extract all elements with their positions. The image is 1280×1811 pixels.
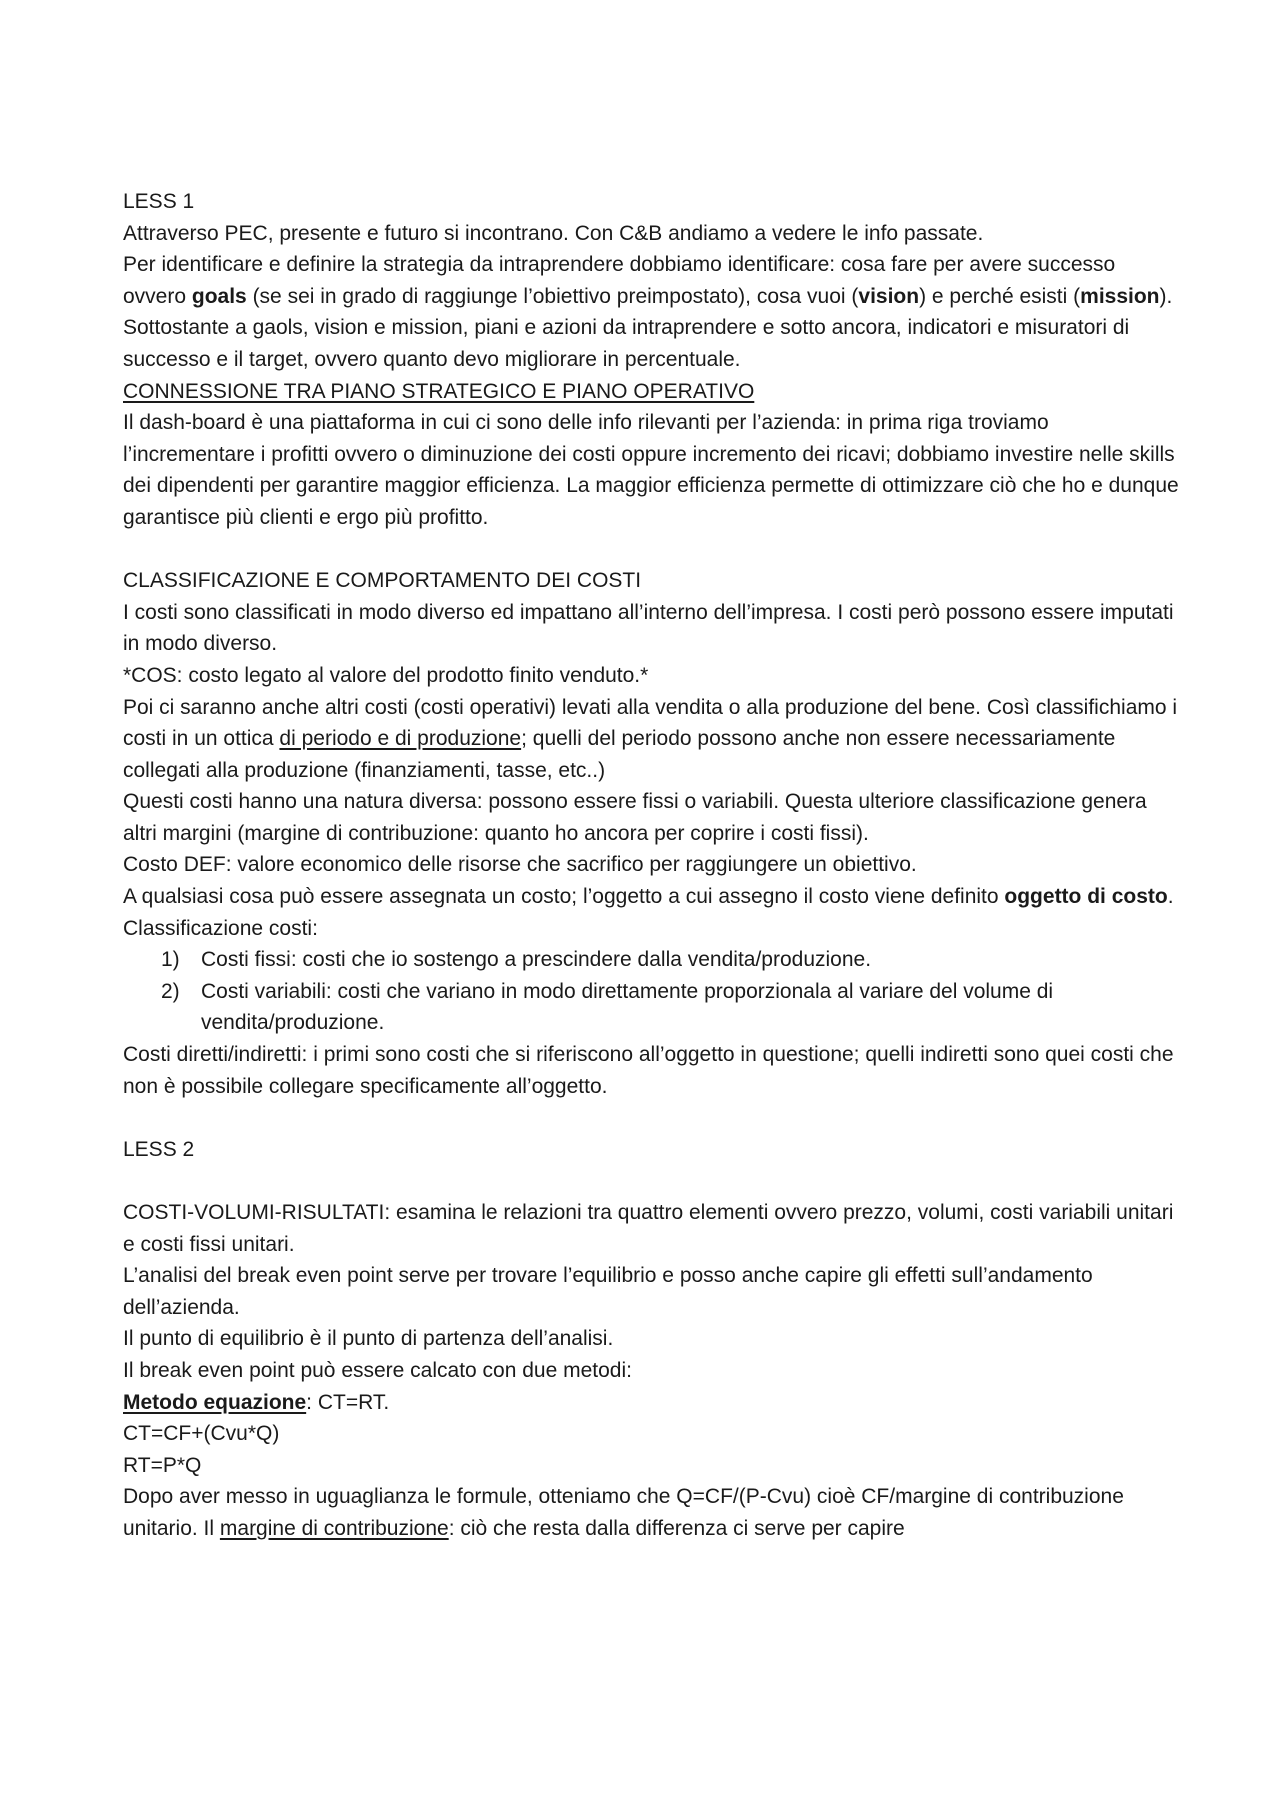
- costi-paragraph-8: Costi diretti/indiretti: i primi sono costi che si riferiscono all’oggetto in questione; quelli indiretti sono quei costi che non è possibile collegare specificamente all’oggetto.: [123, 1043, 1174, 1098]
- mission-term: mission: [1080, 284, 1160, 308]
- spacer: [123, 1165, 1183, 1197]
- costi-paragraph-3: Poi ci saranno anche altri costi (costi operativi) levati alla vendita o alla produzione del bene. Così classifichiamo i costi in un ottica di periodo e di produzione; quelli del periodo possono anche non essere necessariamente collegati alla produzione (finanziamenti, tasse, etc..): [123, 695, 1178, 782]
- costi-paragraph-4: Questi costi hanno una natura diversa: possono essere fissi o variabili. Questa ulteriore classificazione genera altri margini (margine di contribuzione: quanto ho ancora per coprire i costi fissi).: [123, 790, 1147, 845]
- metodo-equazione-term: Metodo equazione: [123, 1390, 307, 1414]
- equation-ct: CT=CF+(Cvu*Q): [123, 1422, 280, 1446]
- less2-paragraph-4: Il break even point può essere calcato con due metodi:: [123, 1358, 632, 1382]
- less2-paragraph-3: Il punto di equilibrio è il punto di partenza dell’analisi.: [123, 1327, 614, 1351]
- less1-paragraph-3: Sottostante a gaols, vision e mission, piani e azioni da intraprendere e sotto ancora, indicatori e misuratori di successo e il target, ovvero quanto devo migliorare in percentuale.: [123, 316, 1130, 371]
- list-item: 1) Costi fissi: costi che io sostengo a prescindere dalla vendita/produzione.: [161, 948, 872, 972]
- oggetto-di-costo-term: oggetto di costo: [1004, 885, 1168, 909]
- less2-paragraph-5: Dopo aver messo in uguaglianza le formule, otteniamo che Q=CF/(P-Cvu) cioè CF/margine di contribuzione unitario. Il margine di contribuzione: ciò che resta dalla differenza ci serve per capire: [123, 1485, 1124, 1540]
- margine-contribuzione-term: margine di contribuzione: [219, 1516, 449, 1540]
- spacer: [123, 1102, 1183, 1134]
- less1-paragraph-2: Per identificare e definire la strategia da intraprendere dobbiamo identificare: cosa fare per avere successo ovvero goals (se sei in grado di raggiunge l’obiettivo preimpostato), cosa vuoi (vision) e perché esisti (mission).: [123, 253, 1173, 308]
- list-item: 2) Costi variabili: costi che variano in modo direttamente proporzionala al variare del volume di vendita/produzione.: [161, 979, 1054, 1035]
- costi-paragraph-2: *COS: costo legato al valore del prodotto finito venduto.*: [123, 663, 649, 687]
- goals-term: goals: [191, 284, 247, 308]
- equation-rt: RT=P*Q: [123, 1453, 202, 1477]
- less2-paragraph-2: L’analisi del break even point serve per trovare l’equilibrio e posso anche capire gli effetti sull’andamento dell’azienda.: [123, 1264, 1093, 1319]
- costi-paragraph-5: Costo DEF: valore economico delle risorse che sacrifico per raggiungere un obiettivo.: [123, 853, 917, 877]
- less1-paragraph-4: Il dash-board è una piattaforma in cui ci sono delle info rilevanti per l’azienda: in prima riga troviamo l’incrementare i profitti ovvero o diminuzione dei costi oppure incremento dei ricavi; dobbiamo investire nelle skills dei dipendenti per garantire maggior efficienza. La maggior efficienza permette di ottimizzare ciò che ho e dunque garantisce più clienti e ergo più profitto.: [123, 411, 1179, 529]
- costi-heading: CLASSIFICAZIONE E COMPORTAMENTO DEI COSTI: [123, 569, 642, 593]
- connessione-heading: CONNESSIONE TRA PIANO STRATEGICO E PIANO OPERATIVO: [123, 379, 755, 403]
- document-page: [123, 186, 1183, 1545]
- costi-list: [123, 944, 1183, 1039]
- costi-paragraph-1: I costi sono classificati in modo diverso ed impattano all’interno dell’impresa. I costi però possono essere imputati in modo diverso.: [123, 600, 1174, 656]
- periodo-produzione-term: di periodo e di produzione: [279, 727, 522, 751]
- less1-heading: LESS 1: [123, 190, 195, 213]
- metodo-equazione-line: Metodo equazione: CT=RT.: [123, 1390, 390, 1414]
- less2-paragraph-1: COSTI-VOLUMI-RISULTATI: esamina le relazioni tra quattro elementi ovvero prezzo, volumi, costi variabili unitari e costi fissi unitari.: [123, 1201, 1174, 1256]
- less1-paragraph-1: Attraverso PEC, presente e futuro si incontrano. Con C&B andiamo a vedere le info passate.: [123, 221, 984, 245]
- vision-term: vision: [858, 284, 920, 308]
- costi-paragraph-6: A qualsiasi cosa può essere assegnata un costo; l’oggetto a cui assegno il costo viene definito oggetto di costo.: [123, 885, 1174, 909]
- spacer: [123, 534, 1183, 566]
- less2-heading: LESS 2: [123, 1137, 195, 1161]
- costi-paragraph-7: Classificazione costi:: [123, 916, 318, 940]
